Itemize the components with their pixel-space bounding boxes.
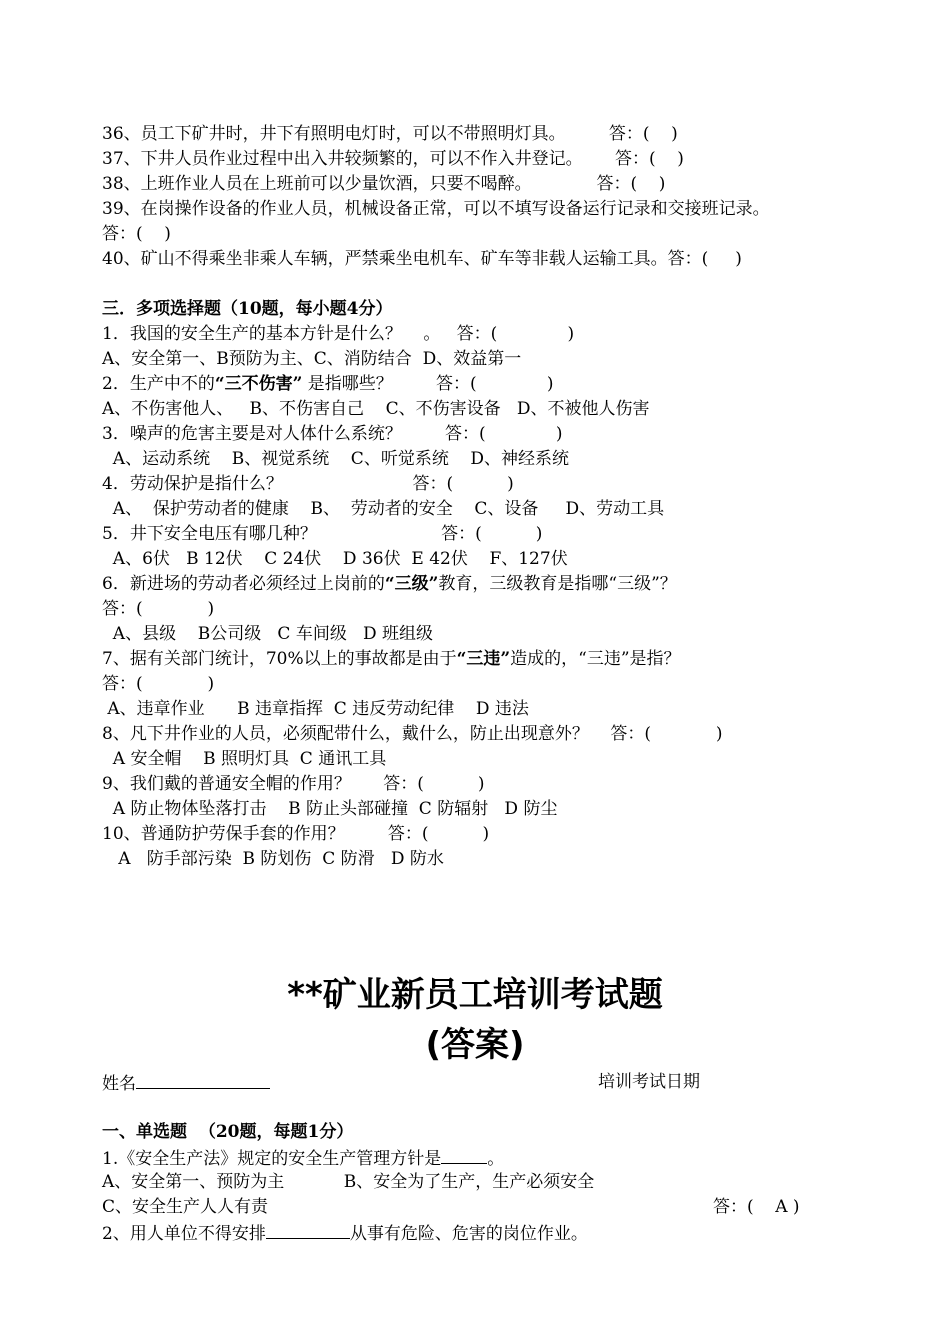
multi-answer-7: 答：( ) — [102, 674, 215, 694]
multi-options-2: A、不伤害他人、 B、不伤害自己 C、不伤害设备 D、不被他人伤害 — [102, 399, 650, 419]
multi-question-10: 10、普通防护劳保手套的作用？ 答：( ) — [102, 824, 490, 844]
single-question-1 — [102, 1145, 504, 1170]
question-text: 。 — [487, 1149, 505, 1169]
question-text: 2．生产中不的 — [102, 374, 215, 394]
name-label: 姓名 — [102, 1074, 136, 1094]
question-text: 造成的，“三违”是指？ — [510, 649, 681, 669]
question-text: 是指哪些？ 答：( ) — [302, 374, 554, 394]
multi-question-6 — [102, 572, 677, 597]
multi-options-4: A、 保护劳动者的健康 B、 劳动者的安全 C、设备 D、劳动工具 — [102, 499, 665, 519]
judgement-question-37: 37、下井人员作业过程中出入井较频繁的，可以不作入井登记。 答：( ) — [102, 149, 684, 169]
multi-question-4: 4．劳动保护是指什么？ 答：( ) — [102, 474, 514, 494]
question-text: 1.《安全生产法》规定的安全生产管理方针是 — [102, 1149, 442, 1169]
question-text: 6．新进场的劳动者必须经过上岗前的 — [102, 574, 385, 594]
name-blank — [136, 1070, 270, 1089]
multi-options-1: A、安全第一、B预防为主、C、消防结合 D、效益第一 — [102, 349, 522, 369]
multi-answer-6: 答：( ) — [102, 599, 215, 619]
multi-options-3: A、运动系统 B、视觉系统 C、听觉系统 D、神经系统 — [102, 449, 570, 469]
question-text: 教育，三级教育是指哪“三级”？ — [438, 574, 677, 594]
answer-blank — [441, 1145, 487, 1164]
multi-question-9: 9、我们戴的普通安全帽的作用？ 答：( ) — [102, 774, 485, 794]
single-question-2 — [102, 1220, 588, 1245]
single-choice-heading: 一、单选题 （20题，每题1分） — [102, 1122, 354, 1142]
single-options-1-ab: A、安全第一、预防为主 B、安全为了生产，生产必须安全 — [102, 1172, 595, 1192]
multi-options-5: A、6伏 B 12伏 C 24伏 D 36伏 E 42伏 F、127伏 — [102, 549, 568, 569]
judgement-answer-39: 答：( ) — [102, 224, 171, 244]
judgement-question-39: 39、在岗操作设备的作业人员，机械设备正常，可以不填写设备运行记录和交接班记录。 — [102, 199, 770, 219]
exam-date-label: 培训考试日期 — [598, 1072, 700, 1092]
exam-title: **矿业新员工培训考试题 — [287, 975, 663, 1015]
multi-question-8: 8、凡下井作业的人员，必须配带什么，戴什么，防止出现意外？ 答：( ) — [102, 724, 723, 744]
multi-options-10: A 防手部污染 B 防划伤 C 防滑 D 防水 — [102, 849, 444, 869]
emphasis-term: “三违” — [456, 649, 511, 669]
multi-question-5: 5．井下安全电压有哪几种？ 答：( ) — [102, 524, 543, 544]
multi-options-6: A、县级 B公司级 C 车间级 D 班组级 — [102, 624, 434, 644]
question-text: 从事有危险、危害的岗位作业。 — [349, 1224, 588, 1244]
emphasis-term: “三不伤害” — [214, 374, 303, 394]
emphasis-term: “三级” — [384, 574, 439, 594]
single-options-1-c: C、安全生产人人有责 — [102, 1197, 269, 1217]
multi-question-2 — [102, 372, 554, 397]
multi-options-8: A 安全帽 B 照明灯具 C 通讯工具 — [102, 749, 387, 769]
multi-question-1: 1．我国的安全生产的基本方针是什么？ 。 答：( ) — [102, 324, 575, 344]
answer-blank — [266, 1220, 350, 1239]
judgement-question-40: 40、矿山不得乘坐非乘人车辆，严禁乘坐电机车、矿车等非载人运输工具。答：( ) — [102, 249, 742, 269]
judgement-question-36: 36、员工下矿井时，井下有照明电灯时，可以不带照明灯具。 答：( ) — [102, 124, 678, 144]
judgement-question-38: 38、上班作业人员在上班前可以少量饮酒，只要不喝醉。 答：( ) — [102, 174, 666, 194]
exam-subtitle: (答案) — [425, 1025, 525, 1065]
multi-choice-heading: 三．多项选择题（10题，每小题4分） — [102, 299, 393, 319]
multi-options-9: A 防止物体坠落打击 B 防止头部碰撞 C 防辐射 D 防尘 — [102, 799, 558, 819]
single-answer-1: 答：( A ) — [713, 1197, 800, 1217]
question-text: 2、用人单位不得安排 — [102, 1224, 266, 1244]
name-field — [102, 1070, 270, 1095]
multi-question-3: 3．噪声的危害主要是对人体什么系统？ 答：( ) — [102, 424, 563, 444]
question-text: 7、据有关部门统计，70%以上的事故都是由于 — [102, 649, 457, 669]
multi-question-7 — [102, 647, 681, 672]
multi-options-7: A、违章作业 B 违章指挥 C 违反劳动纪律 D 违法 — [102, 699, 529, 719]
